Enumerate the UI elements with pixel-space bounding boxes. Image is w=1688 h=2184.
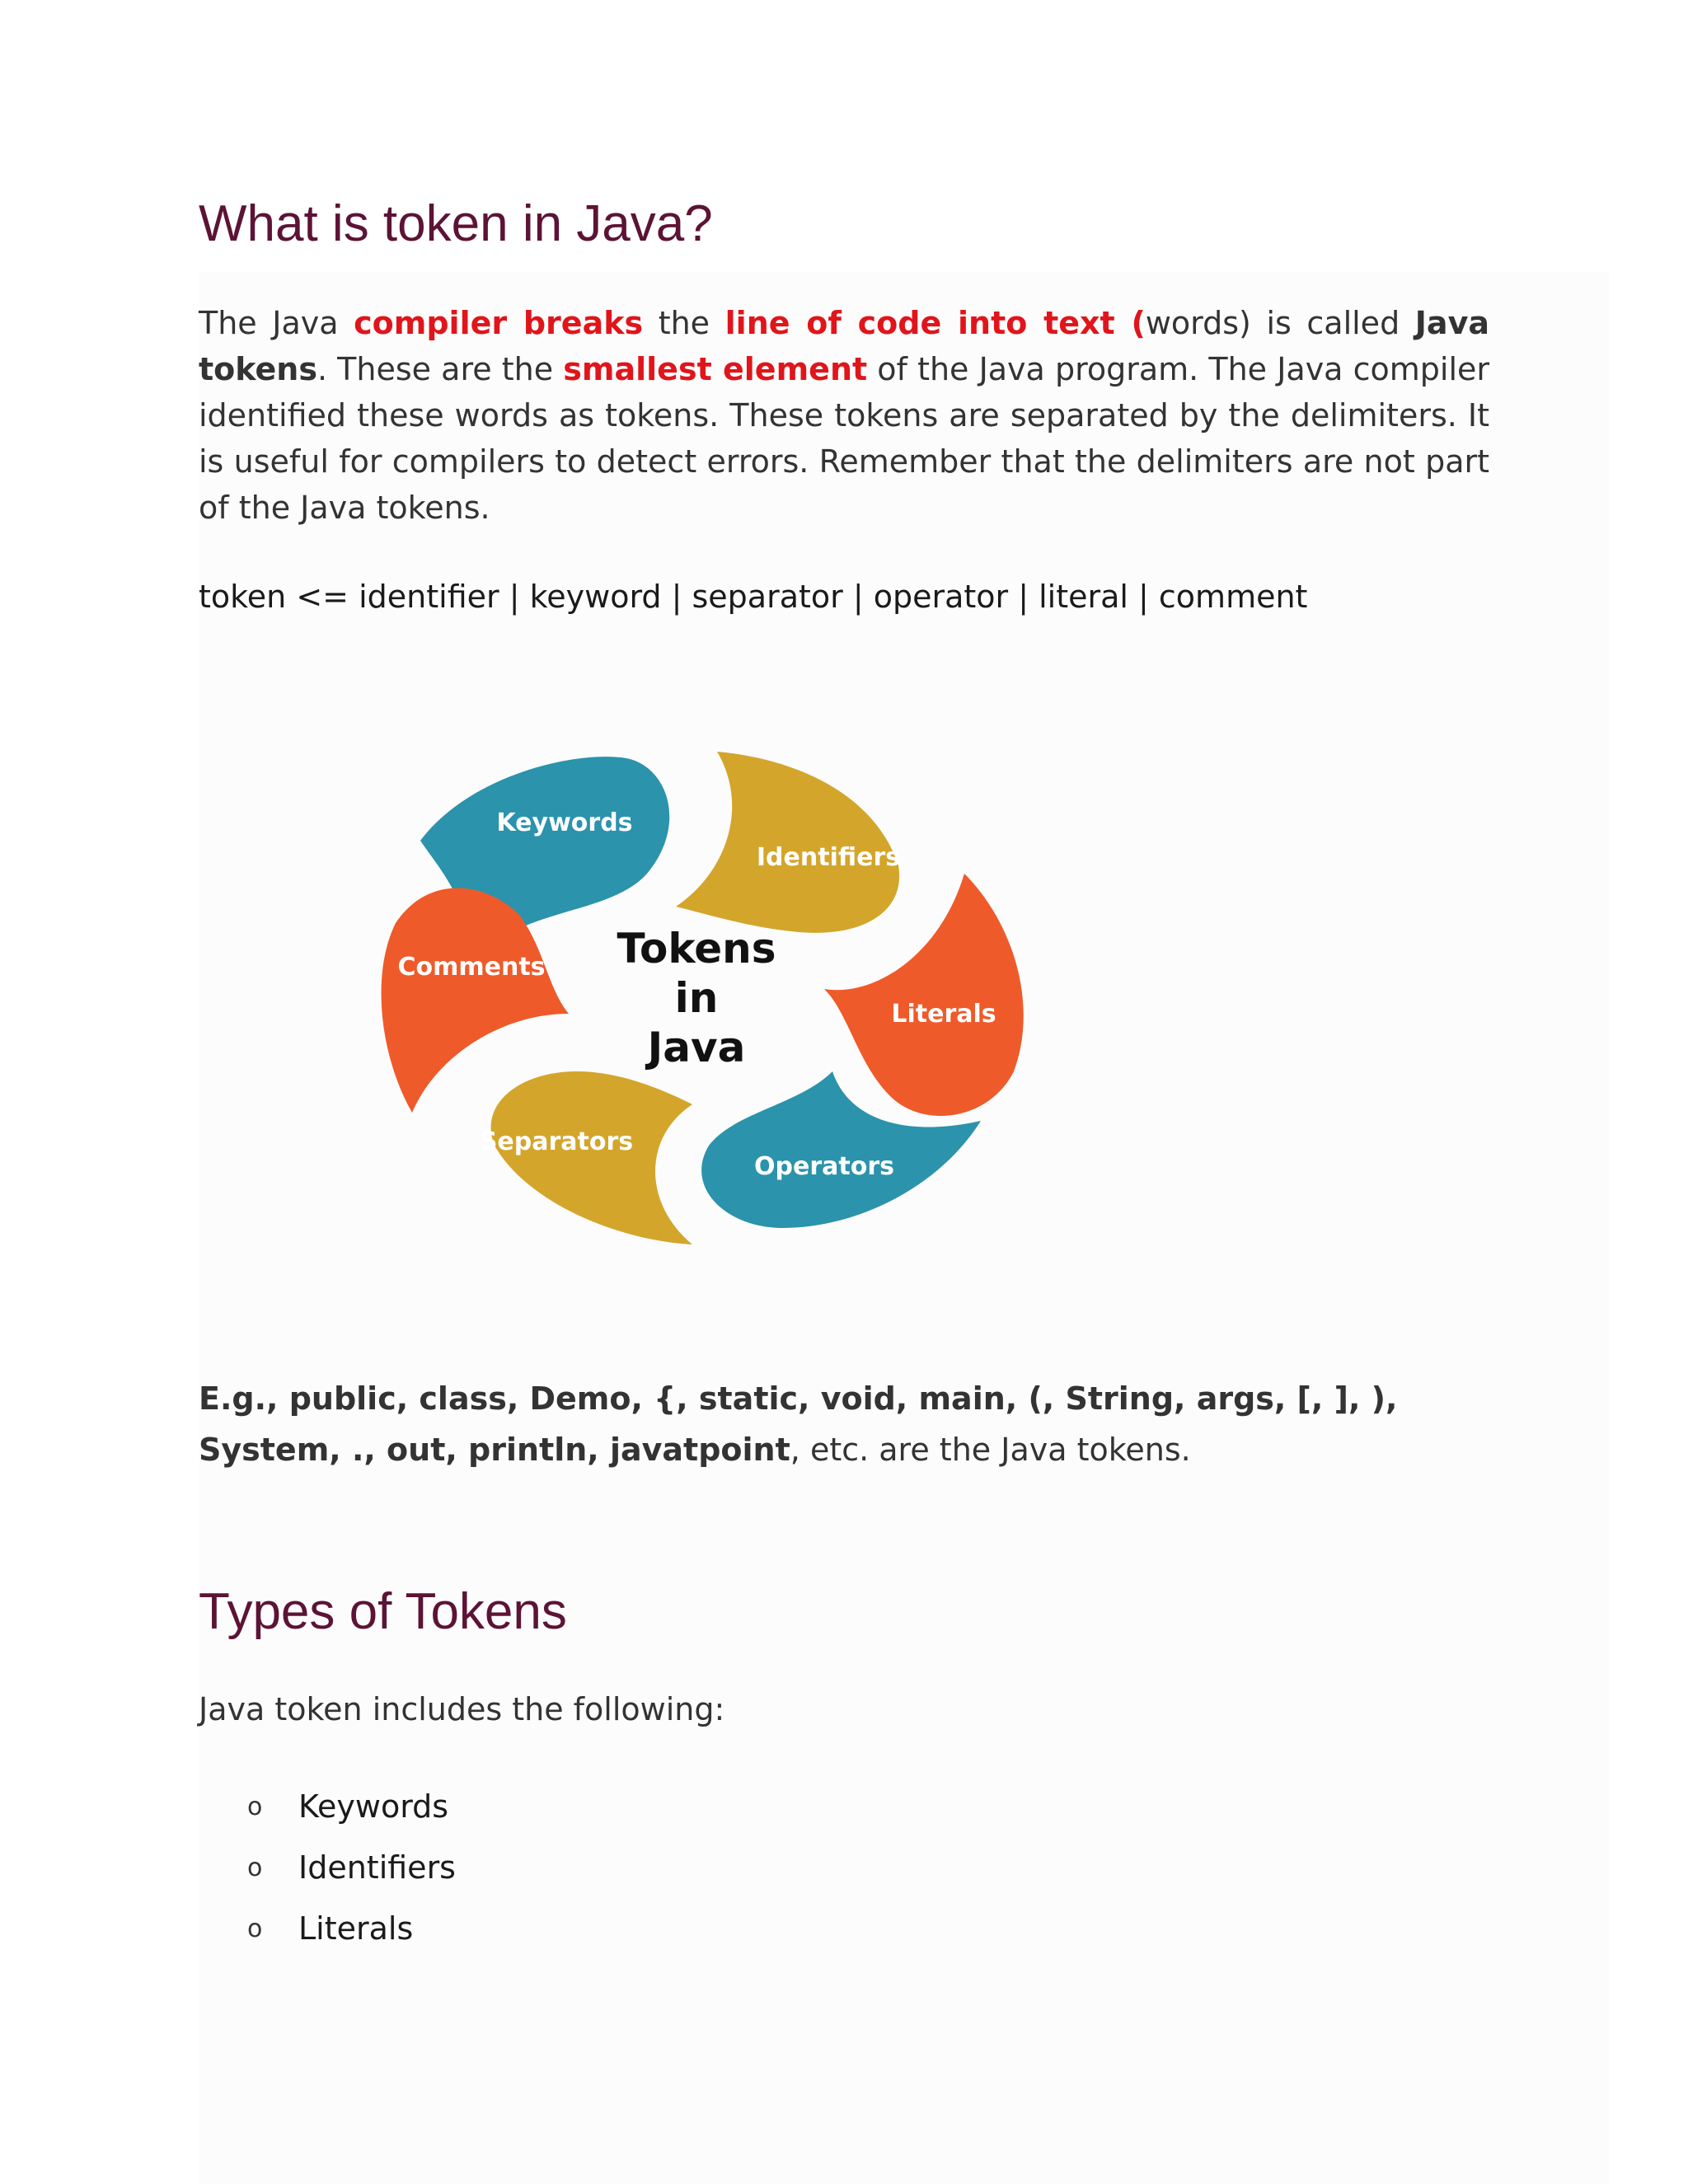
- petal-label-identifiers: Identifiers: [756, 843, 901, 872]
- list-item-label: Identifiers: [298, 1849, 456, 1886]
- list-item-label: Keywords: [298, 1788, 449, 1825]
- intro-text: the: [643, 305, 725, 341]
- petal-label-literals: Literals: [891, 1000, 996, 1029]
- java-tokens-term: Java tokens: [199, 305, 1489, 387]
- tokens-diagram: [363, 742, 1055, 1253]
- bullet: o: [247, 1792, 263, 1821]
- token-grammar: token <= identifier | keyword | separator | operator | literal | comment: [199, 579, 1308, 615]
- types-intro: Java token includes the following:: [199, 1691, 725, 1727]
- intro-text: of the Java program. The Java compiler identified these words as tokens. These tokens are separated by the delimiters. It is useful for compilers to detect errors. Remember that the delimiters are not part of the Java tokens.: [199, 351, 1489, 526]
- list-item: [247, 1837, 456, 1898]
- center-label-line-2: in: [674, 974, 719, 1022]
- section-title: Types of Tokens: [199, 1583, 567, 1640]
- list-item-label: Literals: [298, 1910, 414, 1947]
- petal-separators: [491, 1071, 692, 1244]
- list-item: [247, 1898, 456, 1959]
- highlight-compiler-breaks: compiler breaks: [354, 305, 644, 341]
- center-label-line-1: Tokens: [617, 925, 776, 972]
- bullet: o: [247, 1914, 263, 1943]
- petal-label-comments: Comments: [397, 953, 546, 982]
- intro-text: . These are the: [316, 351, 564, 387]
- petal-label-separators: Separators: [479, 1127, 634, 1156]
- example-tokens: E.g., public, class, Demo, {, static, void, main, (, String, args, [, ], ), System, ., out, println, javatpoint: [199, 1380, 1398, 1468]
- types-list: [247, 1776, 456, 1959]
- intro-paragraph: [199, 300, 1489, 531]
- petal-identifiers: [676, 752, 899, 933]
- intro-text: words) is called: [1145, 305, 1415, 341]
- center-label-line-3: Java: [647, 1024, 746, 1071]
- petal-label-operators: Operators: [754, 1152, 894, 1181]
- example-text: , etc. are the Java tokens.: [790, 1432, 1191, 1468]
- bullet: o: [247, 1853, 263, 1882]
- intro-text: The Java: [199, 305, 354, 341]
- page-title: What is token in Java?: [199, 195, 713, 252]
- highlight-line-of-code: line of code into text (: [724, 305, 1146, 341]
- petal-label-keywords: Keywords: [496, 808, 633, 837]
- example-paragraph: [199, 1373, 1517, 1475]
- highlight-smallest-element: smallest element: [563, 351, 868, 387]
- list-item: [247, 1776, 456, 1837]
